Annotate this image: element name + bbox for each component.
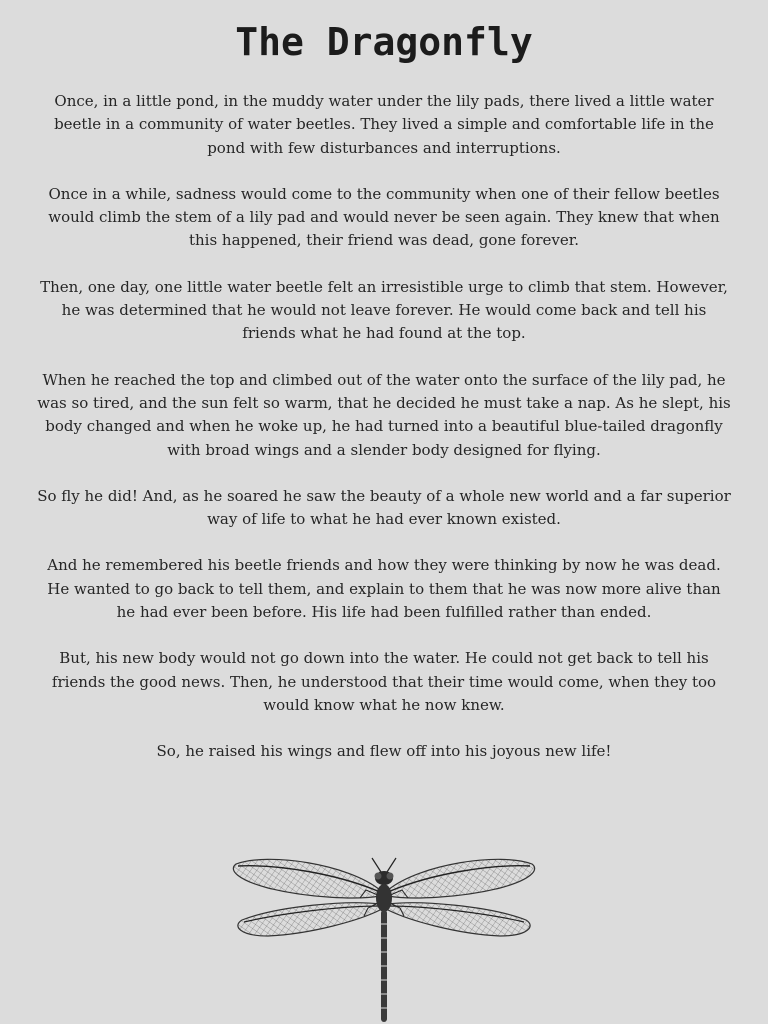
dragonfly-thorax: [376, 884, 392, 912]
story-paragraph-3: Then, one day, one little water beetle felt an irresistible urge to climb that stem. However, he was determined that he would not leave forever. He would come back and tell his friends what he had found at the top.: [40, 277, 728, 343]
story-paragraph-6: And he remembered his beetle friends and how they were thinking by now he was dead. He wanted to go back to tell them, and explain to them that he was now more alive than he had ever been before. His life had been fulfilled rather than ended.: [47, 556, 721, 622]
story-paragraph-5: So fly he did! And, as he soared he saw the beauty of a whole new world and a far superior way of life to what he had ever known existed.: [37, 486, 731, 529]
story-paragraph-1: Once, in a little pond, in the muddy water under the lily pads, there lived a little water beetle in a community of water beetles. They lived a simple and comfortable life in the pond with few disturbances and interruptions.: [54, 92, 714, 157]
story-paragraph-4: When he reached the top and climbed out of the water onto the surface of the lily pad, he was so tired, and the sun felt so warm, that he decided he must take a nap. As he slept, his body changed and when he woke up, he had turned into a beautiful blue-tailed dragonfly with broad wings and a slender body designed for flying.: [37, 370, 731, 459]
story-paragraph-7: But, his new body would not go down into the water. He could not get back to tell his friends the good news. Then, he understood that their time would come, when they too would know what he now knew.: [51, 649, 717, 714]
lower-left-wing: [238, 903, 380, 936]
story-text: [36, 90, 732, 764]
dragonfly-icon: [228, 850, 540, 1024]
story-paragraph-2: Once in a while, sadness would come to the community when one of their fellow beetles would climb the stem of a lily pad and would never be seen again. They knew that when this happened, their friend was dead, gone forever.: [48, 184, 720, 250]
page-title: The Dragonfly: [235, 20, 533, 64]
lower-right-wing: [388, 903, 530, 936]
story-paragraph-8: So, he raised his wings and flew off into his joyous new life!: [156, 742, 612, 761]
